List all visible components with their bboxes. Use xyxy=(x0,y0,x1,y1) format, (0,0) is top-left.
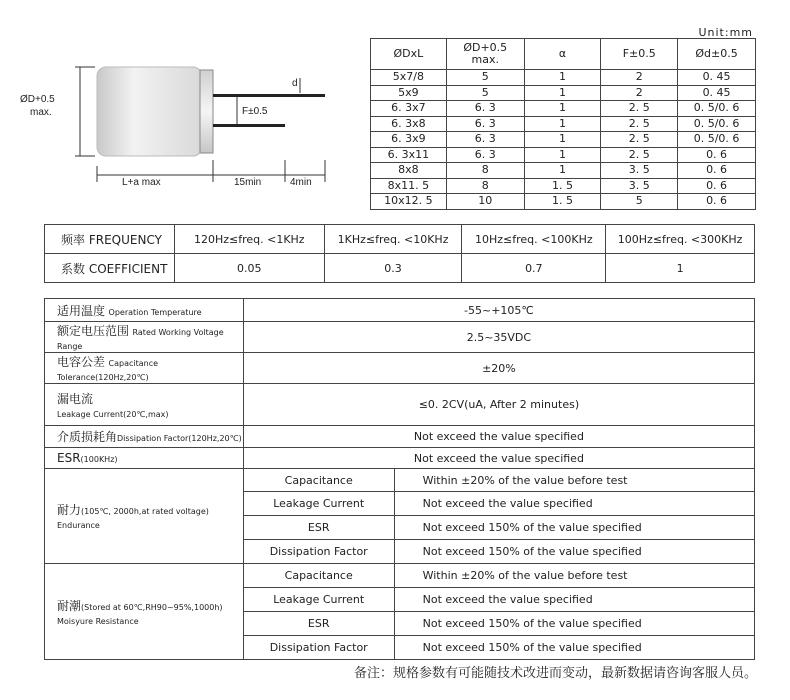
capacitor-body xyxy=(97,67,202,156)
coefficient-row xyxy=(45,254,755,283)
table-cell: 0. 45 xyxy=(678,85,756,101)
table-cell: 1 xyxy=(524,132,601,148)
table-row xyxy=(371,194,756,210)
table-cell: 0. 5/0. 6 xyxy=(678,116,756,132)
spec-row-voltage xyxy=(45,322,755,353)
coefficient-cell: 0.3 xyxy=(324,254,462,283)
table-cell: 5 xyxy=(446,85,524,101)
frequency-table xyxy=(44,224,755,283)
table-cell: 1 xyxy=(524,101,601,117)
spec-param: 介质损耗角Dissipation Factor(120Hz,20℃) xyxy=(45,426,244,448)
coefficient-cell: 1 xyxy=(606,254,755,283)
table-cell: 1 xyxy=(524,147,601,163)
table-cell: 2. 5 xyxy=(601,147,678,163)
table-cell: 5 xyxy=(446,70,524,86)
table-cell: 0. 6 xyxy=(678,178,756,194)
od-label: ØD+0.5 xyxy=(20,94,55,105)
table-row xyxy=(371,163,756,179)
moisture-label: Leakage Current xyxy=(243,588,394,612)
frequency-row xyxy=(45,225,755,254)
spec-value: Not exceed the value specified xyxy=(243,448,754,469)
table-cell: 1 xyxy=(524,116,601,132)
table-cell: 6. 3 xyxy=(446,116,524,132)
dimension-header-cell: Ød±0.5 xyxy=(678,39,756,70)
dimension-header-cell: ØD+0.5 max. xyxy=(446,39,524,70)
coefficient-cell: 0.05 xyxy=(174,254,324,283)
coefficient-cell: 0.7 xyxy=(462,254,606,283)
coefficient-label: 系数 COEFFICIENT xyxy=(45,254,175,283)
moisture-label: Capacitance xyxy=(243,564,394,588)
frequency-range-cell: 1KHz≤freq. <10KHz xyxy=(324,225,462,254)
endurance-value: Not exceed 150% of the value specified xyxy=(394,540,754,564)
spec-param: 漏电流 Leakage Current(20℃,max) xyxy=(45,384,244,426)
frequency-range-cell: 10Hz≤freq. <100KHz xyxy=(462,225,606,254)
table-cell: 8 xyxy=(446,178,524,194)
table-cell: 1. 5 xyxy=(524,178,601,194)
spec-value: Not exceed the value specified xyxy=(243,426,754,448)
frequency-label: 频率 FREQUENCY xyxy=(45,225,175,254)
table-cell: 5x7/8 xyxy=(371,70,447,86)
table-cell: 10 xyxy=(446,194,524,210)
spec-value: 2.5~35VDC xyxy=(243,322,754,353)
footnote: 备注：规格参数有可能随技术改进而变动，最新数据请咨询客服人员。 xyxy=(353,666,757,681)
la-label: L+a max xyxy=(122,177,161,188)
table-cell: 6. 3x11 xyxy=(371,147,447,163)
moisture-label: ESR xyxy=(243,612,394,636)
unit-label: Unit:mm xyxy=(698,26,753,39)
table-cell: 5 xyxy=(601,194,678,210)
table-cell: 10x12. 5 xyxy=(371,194,447,210)
od-max-label: max. xyxy=(30,107,52,118)
spec-table xyxy=(44,298,755,660)
table-cell: 0. 45 xyxy=(678,70,756,86)
spec-value: -55~+105℃ xyxy=(243,299,754,322)
moisture-value: Within ±20% of the value before test xyxy=(394,564,754,588)
spec-row-endurance xyxy=(45,469,755,492)
table-cell: 2. 5 xyxy=(601,116,678,132)
table-cell: 8x8 xyxy=(371,163,447,179)
table-cell: 0. 5/0. 6 xyxy=(678,101,756,117)
dimension-header-row xyxy=(371,39,756,70)
moisture-param: 耐潮(Stored at 60℃,RH90~95%,1000h) Moisyure Resistance xyxy=(45,564,244,660)
endurance-label: Leakage Current xyxy=(243,492,394,516)
spec-row-esr xyxy=(45,448,755,469)
moisture-value: Not exceed the value specified xyxy=(394,588,754,612)
spec-row-leakage xyxy=(45,384,755,426)
table-cell: 0. 6 xyxy=(678,194,756,210)
capacitor-diagram xyxy=(0,0,360,200)
table-cell: 6. 3x8 xyxy=(371,116,447,132)
spec-param: 适用温度 Operation Temperature xyxy=(45,299,244,322)
table-row xyxy=(371,101,756,117)
table-cell: 6. 3x7 xyxy=(371,101,447,117)
table-cell: 6. 3 xyxy=(446,101,524,117)
dimension-header-cell: ØDxL xyxy=(371,39,447,70)
table-row xyxy=(371,132,756,148)
frequency-range-cell: 120Hz≤freq. <1KHz xyxy=(174,225,324,254)
spec-row-moisture xyxy=(45,564,755,588)
table-cell: 5x9 xyxy=(371,85,447,101)
endurance-label: Capacitance xyxy=(243,469,394,492)
table-row xyxy=(371,178,756,194)
spec-param: 额定电压范围 Rated Working Voltage Range xyxy=(45,322,244,353)
spec-value: ±20% xyxy=(243,353,754,384)
table-cell: 6. 3x9 xyxy=(371,132,447,148)
table-cell: 6. 3 xyxy=(446,147,524,163)
endurance-value: Within ±20% of the value before test xyxy=(394,469,754,492)
table-cell: 0. 6 xyxy=(678,147,756,163)
table-cell: 1 xyxy=(524,163,601,179)
table-row xyxy=(371,70,756,86)
d-label: d xyxy=(292,78,298,89)
spec-row-temperature xyxy=(45,299,755,322)
min15-label: 15min xyxy=(234,177,262,188)
endurance-label: Dissipation Factor xyxy=(243,540,394,564)
endurance-value: Not exceed 150% of the value specified xyxy=(394,516,754,540)
table-cell: 8x11. 5 xyxy=(371,178,447,194)
table-cell: 2 xyxy=(601,70,678,86)
spec-value: ≤0. 2CV(uA, After 2 minutes) xyxy=(243,384,754,426)
table-cell: 3. 5 xyxy=(601,178,678,194)
moisture-label: Dissipation Factor xyxy=(243,636,394,660)
table-cell: 6. 3 xyxy=(446,132,524,148)
table-cell: 1 xyxy=(524,85,601,101)
dimension-table xyxy=(370,38,756,210)
table-cell: 1 xyxy=(524,70,601,86)
endurance-label: ESR xyxy=(243,516,394,540)
table-cell: 2. 5 xyxy=(601,132,678,148)
table-cell: 2 xyxy=(601,85,678,101)
frequency-range-cell: 100Hz≤freq. <300KHz xyxy=(606,225,755,254)
dimension-header-cell: α xyxy=(524,39,601,70)
table-cell: 8 xyxy=(446,163,524,179)
spec-row-dissipation xyxy=(45,426,755,448)
moisture-value: Not exceed 150% of the value specified xyxy=(394,636,754,660)
dimension-header-cell: F±0.5 xyxy=(601,39,678,70)
spec-param: ESR(100KHz) xyxy=(45,448,244,469)
endurance-value: Not exceed the value specified xyxy=(394,492,754,516)
spec-param: 电容公差 Capacitance Tolerance(120Hz,20℃) xyxy=(45,353,244,384)
table-cell: 0. 5/0. 6 xyxy=(678,132,756,148)
table-cell: 1. 5 xyxy=(524,194,601,210)
capacitor-seal xyxy=(200,70,213,153)
table-cell: 2. 5 xyxy=(601,101,678,117)
table-cell: 0. 6 xyxy=(678,163,756,179)
endurance-param: 耐力(105℃, 2000h,at rated voltage) Endurance xyxy=(45,469,244,564)
table-row xyxy=(371,85,756,101)
table-row xyxy=(371,116,756,132)
f-label: F±0.5 xyxy=(242,106,268,117)
min4-label: 4min xyxy=(290,177,312,188)
spec-row-tolerance xyxy=(45,353,755,384)
table-row xyxy=(371,147,756,163)
table-cell: 3. 5 xyxy=(601,163,678,179)
long-lead xyxy=(213,94,325,97)
moisture-value: Not exceed 150% of the value specified xyxy=(394,612,754,636)
short-lead xyxy=(213,124,285,127)
